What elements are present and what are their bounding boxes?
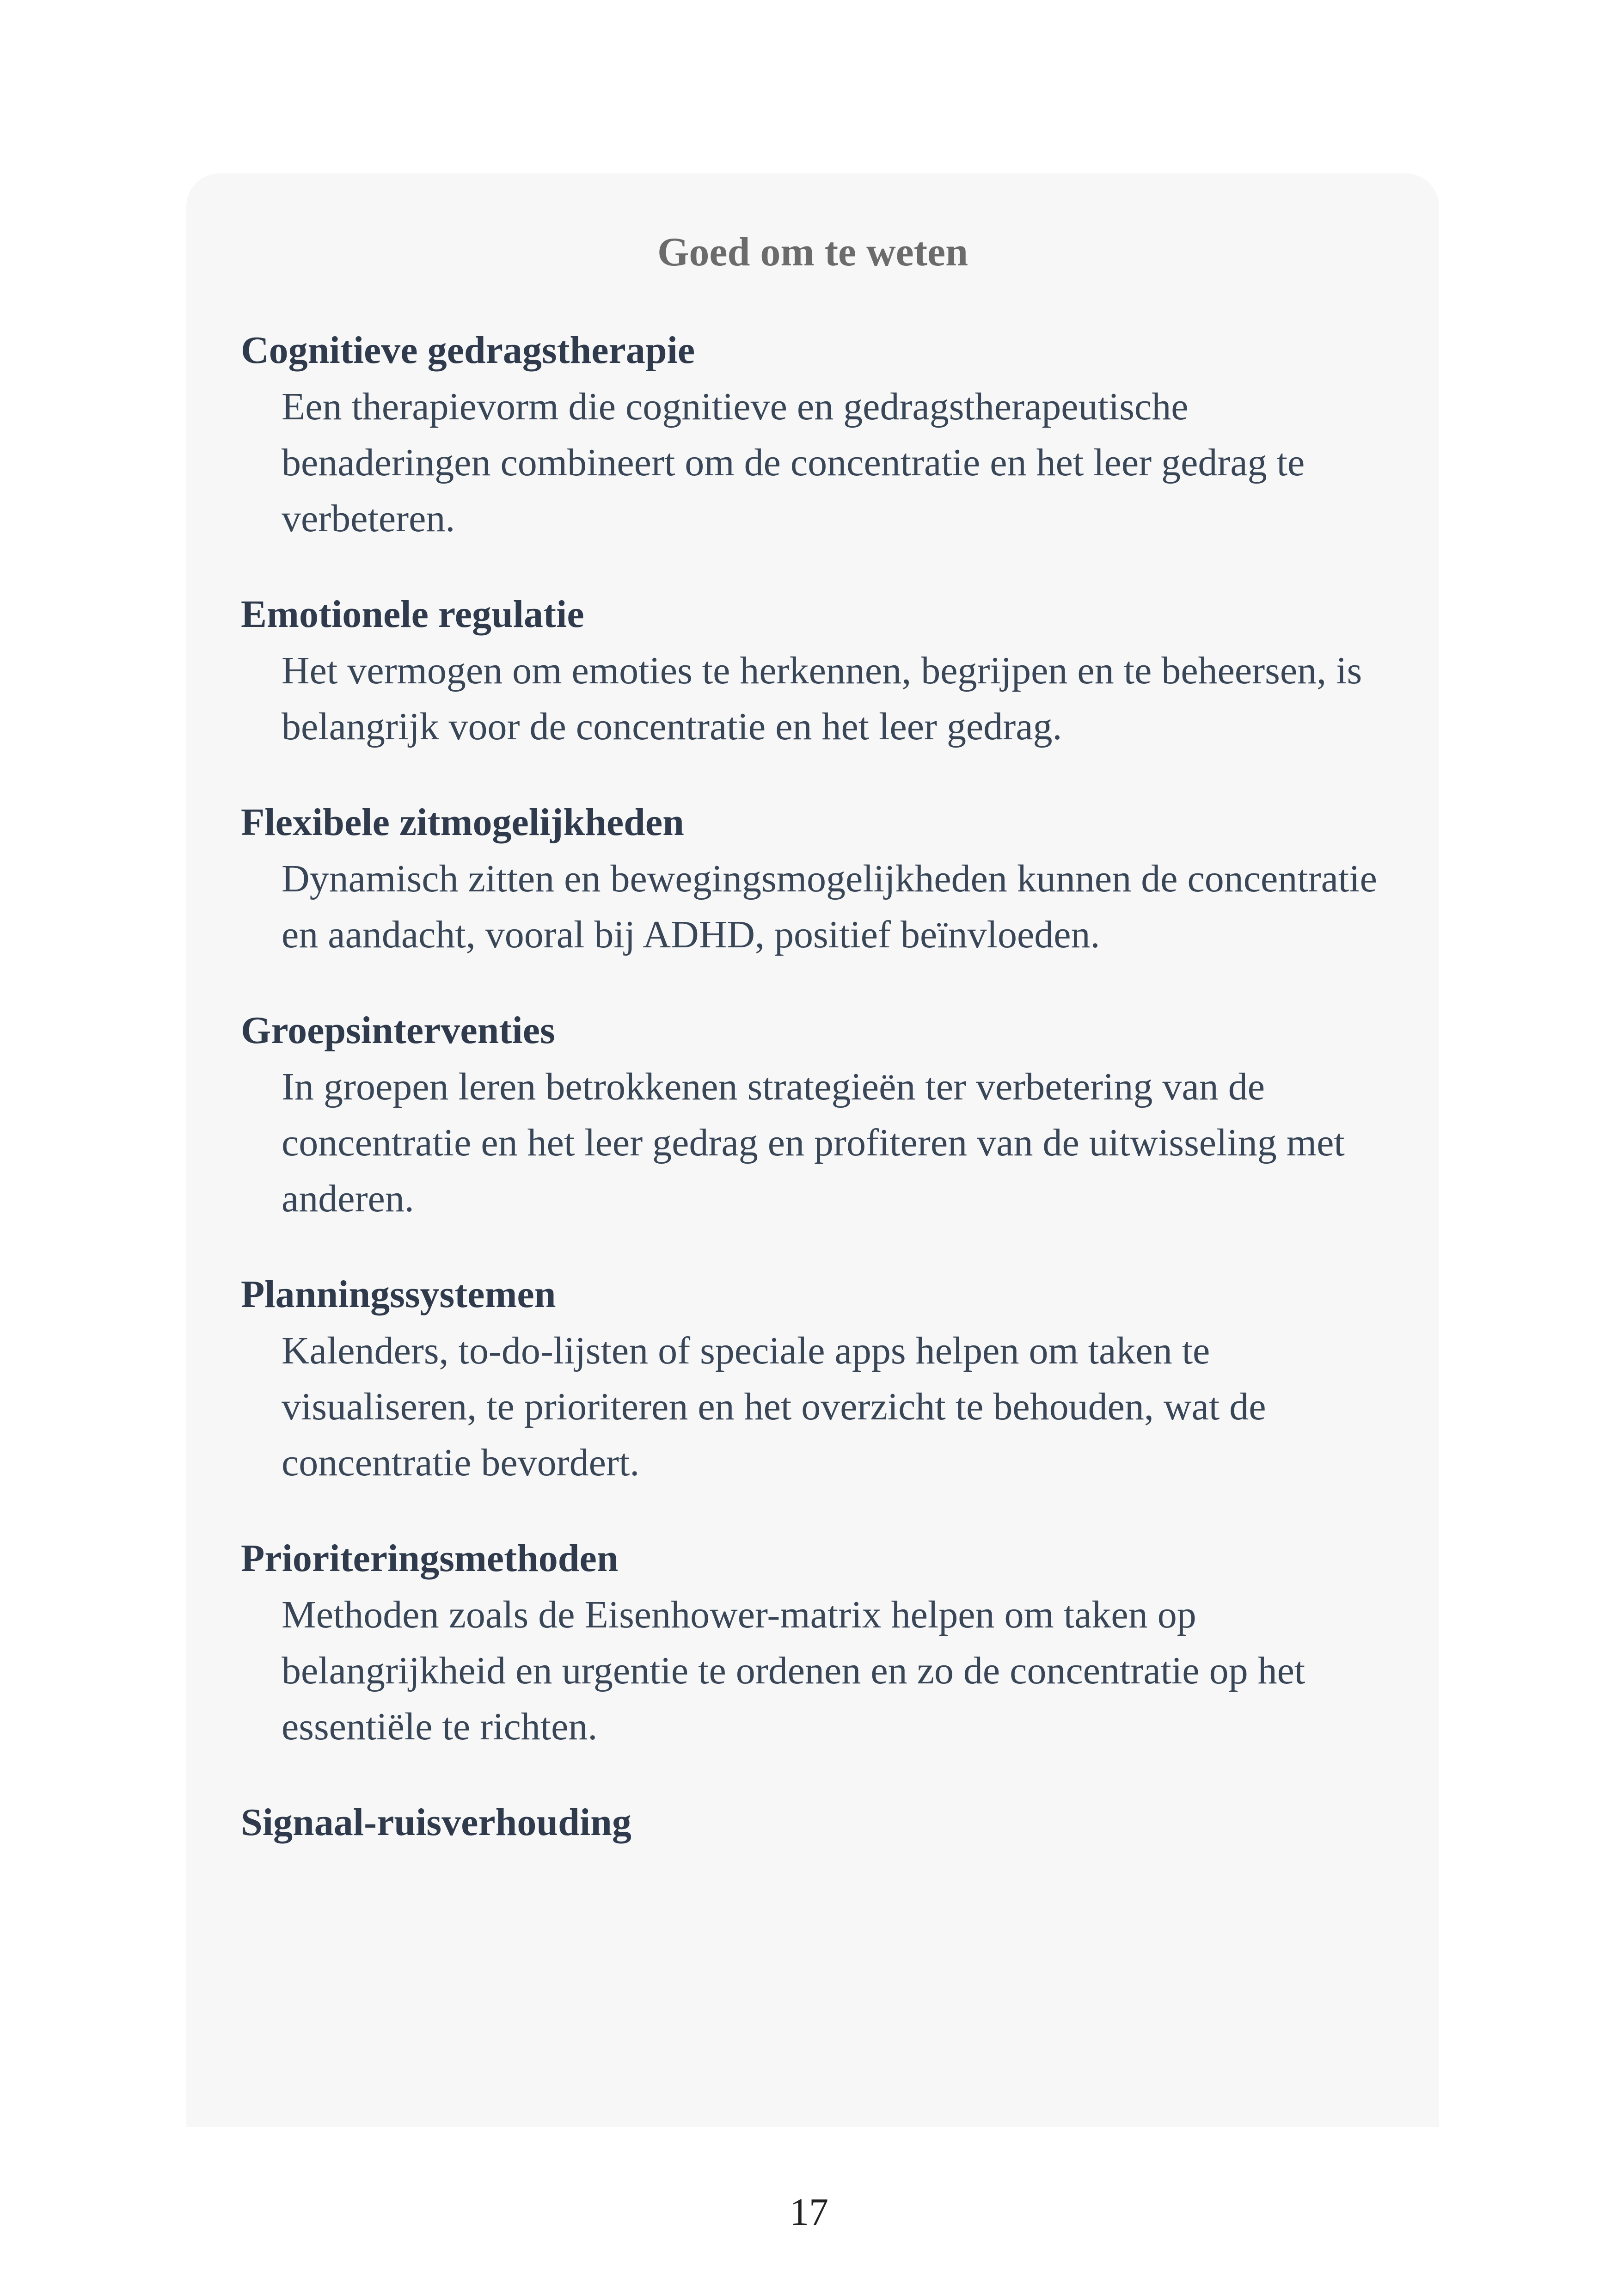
glossary-description: Een therapievorm die cognitieve en gedragstherapeutische benaderingen combineert om de concentratie en het leer gedrag te verbeteren. [282, 385, 1305, 540]
glossary-description: Methoden zoals de Eisenhower-matrix helpen om taken op belangrijkheid en urgentie te ordenen en zo de concentratie op het essentiële te richten. [282, 1593, 1305, 1748]
info-box [186, 173, 1439, 2127]
glossary-term: Emotionele regulatie [241, 593, 584, 636]
glossary-entry [241, 586, 1388, 755]
glossary-entry [241, 1530, 1388, 1755]
page-number: 17 [790, 2191, 828, 2234]
glossary-term: Groepsinterventies [241, 1009, 555, 1052]
glossary-description: Het vermogen om emoties te herkennen, begrijpen en te beheersen, is belangrijk voor de concentratie en het leer gedrag. [282, 649, 1362, 748]
glossary-list [241, 322, 1388, 1891]
box-title: Goed om te weten [657, 230, 968, 275]
glossary-term: Prioriteringsmethoden [241, 1537, 619, 1580]
glossary-description: In groepen leren betrokkenen strategieën ter verbetering van de concentratie en het leer gedrag en profiteren van de uitwisseling met anderen. [282, 1065, 1345, 1220]
glossary-entry [241, 1002, 1388, 1227]
glossary-entry [241, 794, 1388, 963]
glossary-description: Kalenders, to-do-lijsten of speciale apps helpen om taken te visualiseren, te prioriteren en het overzicht te behouden, wat de concentratie bevordert. [282, 1329, 1266, 1484]
glossary-term: Planningssystemen [241, 1273, 556, 1316]
glossary-term: Flexibele zitmogelijkheden [241, 801, 684, 844]
glossary-term: Cognitieve gedragstherapie [241, 329, 695, 372]
glossary-description: Dynamisch zitten en bewegingsmogelijkheden kunnen de concentratie en aandacht, vooral bij ADHD, positief beïnvloeden. [282, 857, 1377, 956]
glossary-entry [241, 1794, 1388, 1851]
glossary-entry [241, 1266, 1388, 1491]
glossary-entry [241, 322, 1388, 546]
glossary-term: Signaal-ruisverhouding [241, 1801, 631, 1844]
